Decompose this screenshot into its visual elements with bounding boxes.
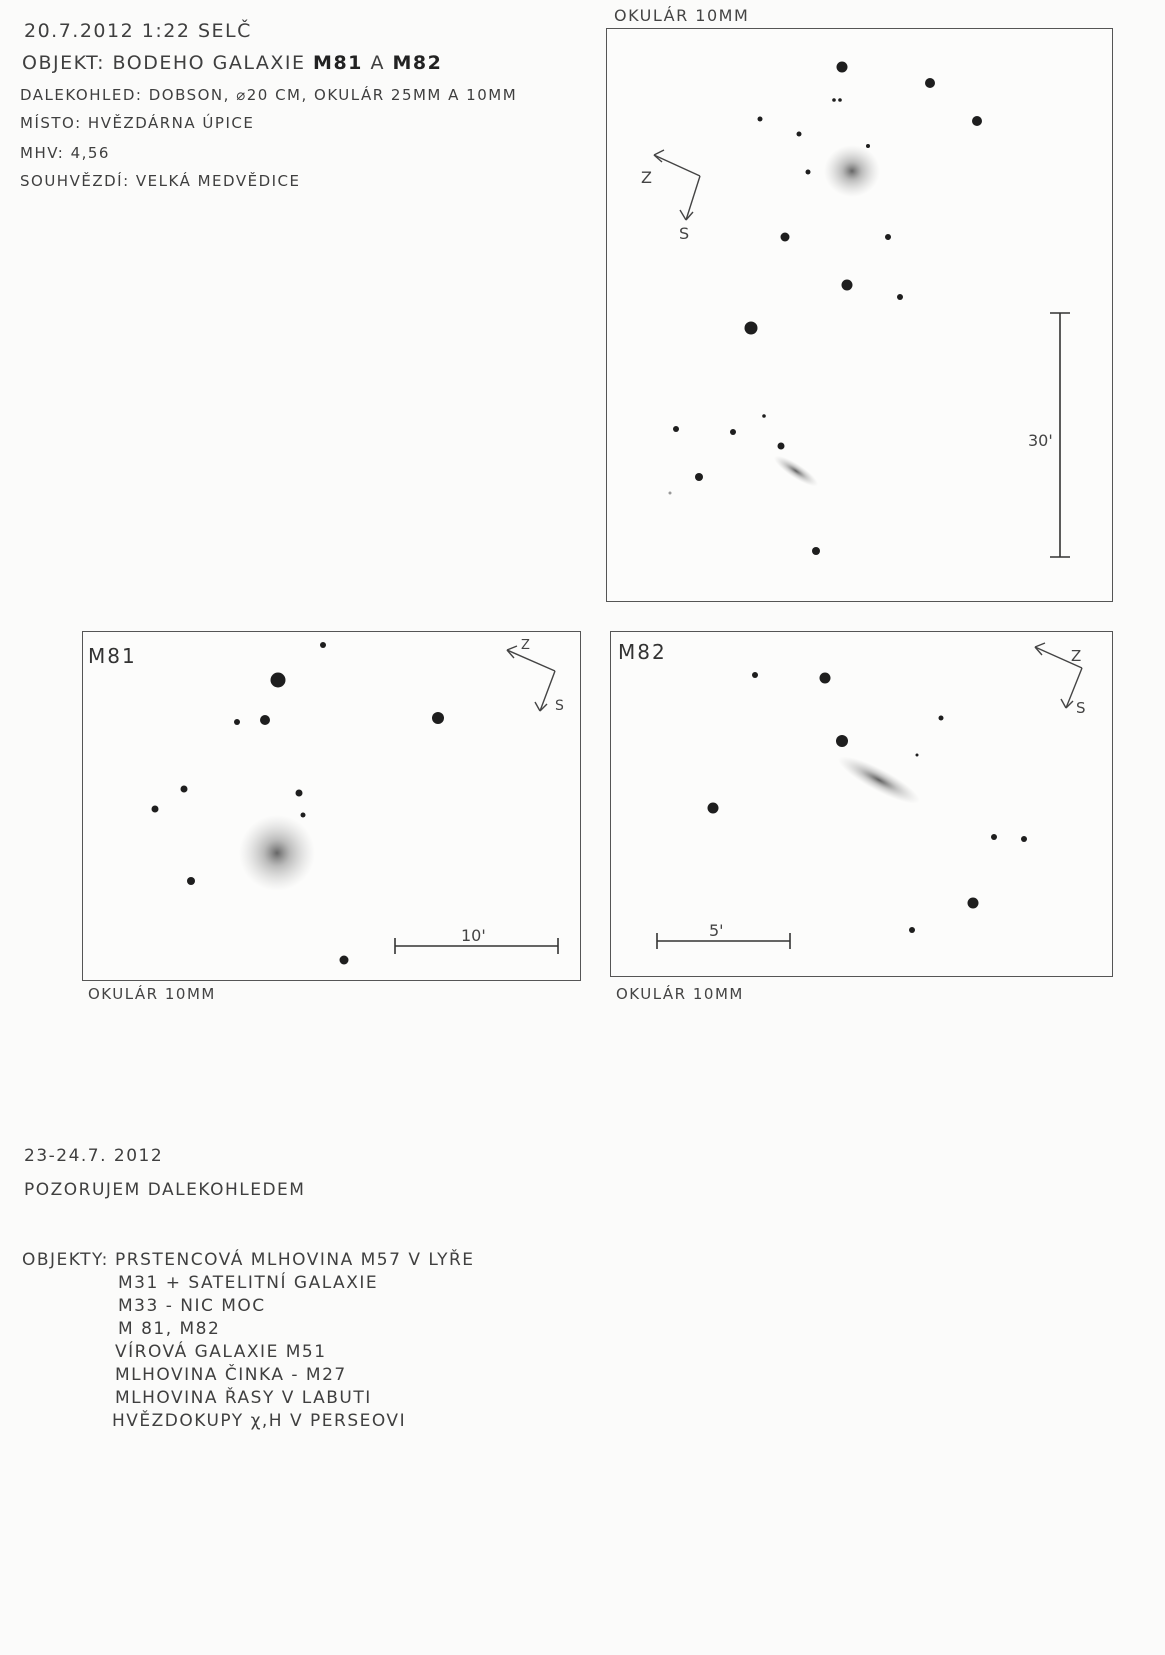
star [781, 233, 790, 242]
star [181, 786, 188, 793]
star [762, 414, 766, 418]
star [695, 473, 703, 481]
star [842, 280, 853, 291]
overview-stars [669, 62, 983, 556]
overview-compass-z: Z [641, 168, 652, 187]
star [812, 547, 820, 555]
star [745, 322, 758, 335]
session2-subtitle: POZORUJEM DALEKOHLEDEM [24, 1180, 306, 1200]
object-a: A [370, 52, 385, 74]
star [260, 715, 270, 725]
session1-date: 20.7.2012 1:22 SELČ [24, 20, 252, 42]
m81-stars [152, 642, 445, 965]
session2-objects-prefix: OBJEKTY: [22, 1250, 109, 1270]
object-m81: M81 [313, 52, 363, 74]
star [296, 790, 303, 797]
star [806, 170, 811, 175]
star [925, 78, 935, 88]
star [432, 712, 444, 724]
star [778, 443, 785, 450]
m81-title: M81 [88, 644, 137, 668]
session1-mhv: MHV: 4,56 [20, 144, 110, 162]
star [836, 735, 848, 747]
m82-stars [708, 672, 1028, 933]
overview-scale-bar [1050, 313, 1070, 557]
m81-galaxy [239, 815, 315, 891]
star [916, 754, 919, 757]
overview-m81-galaxy [824, 145, 880, 197]
star [832, 98, 836, 102]
m81-scale-label: 10' [461, 926, 486, 945]
list-item: M 81, M82 [118, 1319, 221, 1339]
star [885, 234, 891, 240]
star [897, 294, 903, 300]
star [837, 62, 848, 73]
star [152, 806, 159, 813]
list-item: HVĚZDOKUPY χ,H V PERSEOVI [112, 1411, 407, 1431]
star [866, 144, 870, 148]
constellation-prefix: SOUHVĚZDÍ: [20, 172, 130, 190]
m82-scale-label: 5' [709, 921, 724, 940]
star [187, 877, 195, 885]
overview-m82-galaxy [770, 451, 821, 491]
star [708, 803, 719, 814]
overview-scale-label: 30' [1028, 431, 1053, 450]
star [972, 116, 982, 126]
list-item: PRSTENCOVÁ MLHOVINA M57 V LYŘE [115, 1250, 475, 1270]
m82-caption: OKULÁR 10MM [616, 985, 744, 1003]
list-item: M33 - NIC MOC [118, 1296, 266, 1316]
object-prefix: OBJEKT: BODEHO GALAXIE [22, 52, 306, 74]
star [320, 642, 326, 648]
star [758, 117, 763, 122]
m81-caption: OKULÁR 10MM [88, 985, 216, 1003]
star [797, 132, 802, 137]
star [838, 98, 842, 102]
overview-compass-s: S [679, 224, 690, 243]
overview-eyepiece-label: OKULÁR 10MM [614, 6, 750, 25]
session2-objects-list [112, 1250, 475, 1431]
star [234, 719, 240, 725]
session1-location: MÍSTO: HVĚZDÁRNA ÚPICE [20, 114, 255, 132]
star [730, 429, 736, 435]
m81-compass [507, 646, 555, 711]
m82-compass-s: S [1076, 699, 1086, 717]
telescope-prefix: DALEKOHLED: [20, 86, 143, 104]
star [968, 898, 979, 909]
star [909, 927, 915, 933]
star [991, 834, 997, 840]
m81-compass-s: S [555, 698, 564, 714]
list-item: MLHOVINA ČINKA - M27 [115, 1365, 347, 1385]
star [669, 492, 672, 495]
session2-date: 23-24.7. 2012 [24, 1146, 164, 1166]
list-item: M31 + SATELITNÍ GALAXIE [118, 1273, 379, 1293]
object-m82: M82 [392, 52, 443, 74]
star [1021, 836, 1027, 842]
list-item: VÍROVÁ GALAXIE M51 [115, 1342, 327, 1362]
telescope-value: DOBSON, ⌀20 CM, OKULÁR 25MM A 10MM [148, 86, 518, 104]
list-item: MLHOVINA ŘASY V LABUTI [115, 1388, 372, 1408]
star [939, 716, 944, 721]
star [820, 673, 831, 684]
star [271, 673, 286, 688]
star [673, 426, 679, 432]
m82-galaxy [833, 749, 925, 812]
m82-compass-z: Z [1071, 647, 1082, 665]
constellation-value: VELKÁ MEDVĚDICE [135, 172, 301, 190]
m81-compass-z: Z [521, 638, 530, 653]
m82-title: M82 [618, 640, 667, 664]
star [340, 956, 349, 965]
star [301, 813, 306, 818]
star [752, 672, 758, 678]
overview-compass [654, 150, 700, 220]
